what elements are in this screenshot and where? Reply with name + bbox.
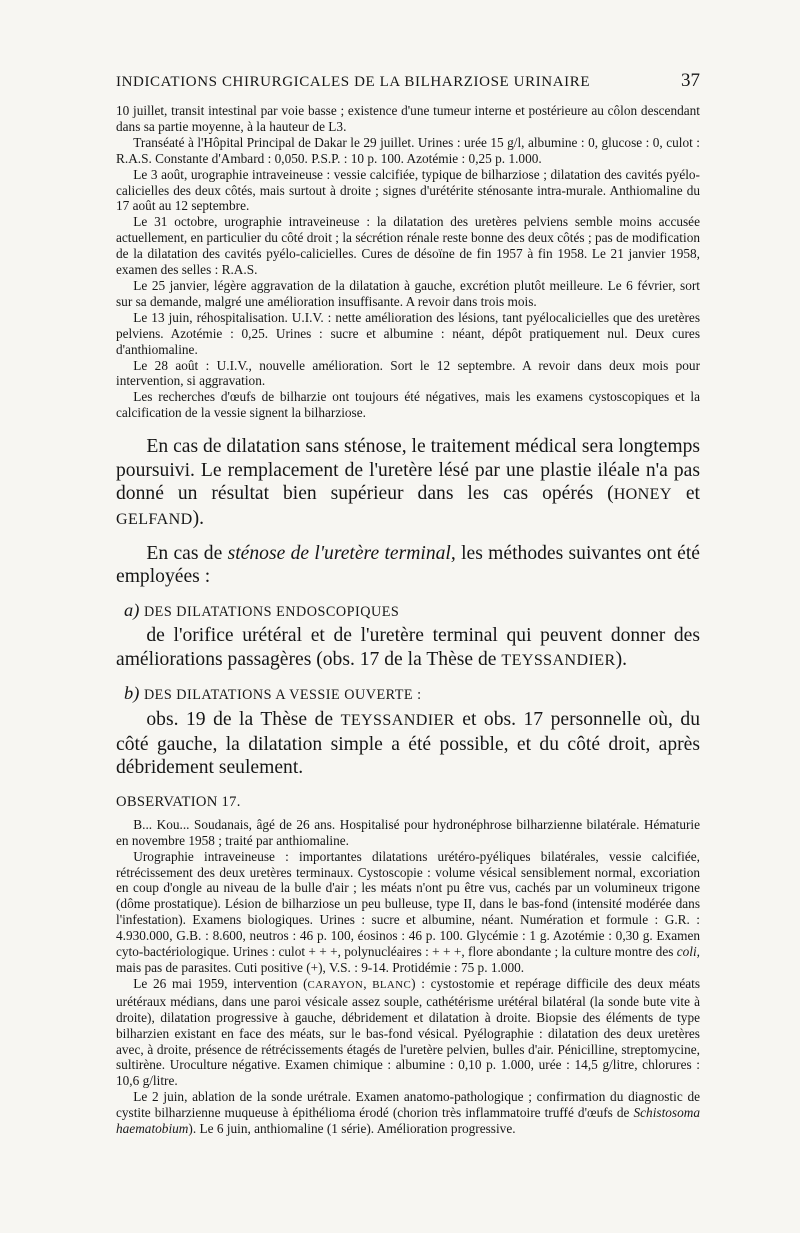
case-paragraph: Les recherches d'œufs de bilharzie ont toujours été négatives, mais les examens cystoscopiques et la calcification de la vessie signent la bilharziose. — [116, 389, 700, 421]
observation-paragraph: B... Kou... Soudanais, âgé de 26 ans. Hospitalisé pour hydronéphrose bilharzienne bilatérale. Hématurie en novembre 1958 ; traité par anthiomaline. — [116, 816, 700, 848]
text-run: , — [363, 975, 373, 991]
case-paragraph: Le 13 juin, réhospitalisation. U.I.V. : nette amélioration des lésions, tant pyélocalicielles que des uretères pelviens. Azotémie : 0,25. Urines : sucre et albumine : néant, dépôt pratiquement nul. Deux cures d'anthiomaline. — [116, 309, 700, 357]
italic-term: sténose de l'uretère terminal, — [227, 542, 456, 564]
author-name: HONEY — [613, 486, 672, 504]
italic-term: coli, — [676, 944, 700, 960]
observation-paragraph — [116, 1089, 700, 1137]
text-run: Le 26 mai 1959, intervention ( — [133, 975, 308, 991]
main-paragraph-dilatation — [116, 435, 700, 531]
author-name: TEYSSANDIER — [340, 712, 455, 730]
case-paragraph: Le 25 janvier, légère aggravation de la dilatation à gauche, excrétion plutôt meilleure. Le 6 février, sort sur sa demande, malgré une amélioration insuffisante. A revoir dans trois mois. — [116, 277, 700, 309]
case-paragraph: 10 juillet, transit intestinal par voie basse ; existence d'une tumeur interne et postérieure au côlon descendant dans sa partie moyenne, à la hauteur de L3. — [116, 103, 700, 134]
section-b-text — [116, 708, 700, 780]
text-run: de l'orifice urétéral et de l'uretère terminal qui peuvent donner des améliorations passagères (obs. 17 de la Thèse de — [116, 625, 700, 670]
observation-title: OBSERVATION 17. — [116, 793, 241, 810]
running-header — [116, 70, 700, 92]
text-run: Le 2 juin, ablation de la sonde urétrale. Examen anatomo-pathologique ; confirmation du diagnostic de cystite bilharzienne muqueuse à épithélioma érodé (chorion très inflammatoire truffé d'œufs de — [116, 1089, 700, 1121]
text-run: En cas de — [146, 542, 228, 564]
text-run: les méthodes suivantes ont été employées : — [116, 542, 700, 588]
section-a-heading — [116, 599, 700, 625]
case-paragraph: Le 3 août, urographie intraveineuse : vessie calcifiée, typique de bilharziose ; dilatation des cavités pyélo-calicielles des deux côtés, mais surtout à droite ; signes d'urétérite sténosante intra-murale. Anthiomaline du 17 août au 12 septembre. — [116, 166, 700, 214]
section-b-heading — [116, 682, 700, 708]
text-run: Urographie intraveineuse : importantes dilatations urétéro-pyéliques bilatérales, vessie calcifiée, rétrécissement des deux uretères terminaux. Cystoscopie : volume vésical sensiblement normal, excoriation en coup d'ongle au niveau de la bulle d'air ; les méats n'ont pu être vus, cachés par un volumineux trigone (dôme prostatique). Lésion de bilharziose un peu bulleuse, type II, dans le bas-fond (intensité modérée dans l'infestation). Examens biologiques. Urines : sucre et albumine, néant. Numération et formule : G.R. : 4.930.000, G.B. : 8.600, neutros : 46 p. 100, éosinos : 46 p. 100. Glycémie : 1 g. Azotémie : 0,30 g. Examen cyto-bactériologique. Urines : culot + + +, polynucléaires : + + +, flore abondante ; la culture montre des — [116, 848, 700, 960]
text-run: et — [671, 483, 700, 505]
text-run: obs. 19 de la Thèse de — [146, 709, 341, 731]
text-run: ). — [192, 507, 205, 529]
section-a-text — [116, 624, 700, 672]
text-run: ) : cystostomie et repérage difficile des deux méats urétéraux médians, dans une paroi vésicale assez souple, cathétérisme urétéral bilatéral (la sonde bute vite à droite), dilatation progressive à gauche, débridement et dilatation à droite. Biopsie des éléments de type bilharzien existant en face des méats, sur le bas-fond vésical. Pyélographie : dilatation des deux uretères avec, à droite, présence de rétrécissements étagés de l'uretère pelvien, bulles d'air. Pénicilline, streptomycine, sultirène. Uroculture négative. Examen chimique : albumine : 0,10 p. 1.000, urée : 14,5 g/litre, chlorures : 10,6 g/litre. — [116, 975, 701, 1089]
running-title: INDICATIONS CHIRURGICALES DE LA BILHARZIOSE URINAIRE — [116, 74, 591, 90]
page-number: 37 — [681, 70, 700, 91]
author-name: TEYSSANDIER — [501, 651, 616, 669]
text-run: ). — [615, 648, 628, 670]
text-run: et obs. 17 personnelle où, du côté gauche, la dilatation simple a été possible, et du côté droit, après débridement seulement. — [116, 709, 700, 779]
section-letter: a) — [124, 599, 140, 620]
observation-body — [116, 817, 700, 1137]
observation-paragraph — [116, 849, 700, 976]
italic-term: Schistosoma haematobium — [116, 1105, 700, 1137]
section-letter: b) — [124, 683, 140, 704]
section-heading-text: DES DILATATIONS ENDOSCOPIQUES — [143, 603, 400, 620]
case-paragraph: Transéaté à l'Hôpital Principal de Dakar le 29 juillet. Urines : urée 15 g/l, albumine : 0, glucose : 0, culot : R.A.S. Constante d'Ambard : 0,050. P.S.P. : 10 p. 100. Azotémie : 0,25 p. 1.000. — [116, 134, 700, 166]
text-run: ). Le 6 juin, anthiomaline (1 série). Amélioration progressive. — [188, 1121, 516, 1137]
author-name: GELFAND — [116, 510, 193, 528]
case-paragraph: Le 28 août : U.I.V., nouvelle amélioration. Sort le 12 septembre. A revoir dans deux mois pour intervention, si aggravation. — [116, 357, 700, 389]
text-run: En cas de dilatation sans sténose, le traitement médical sera longtemps poursuivi. Le remplacement de l'uretère lésé par une plastie iléale n'a pas donné un résultat bien supérieur dans les cas opérés ( — [116, 436, 700, 505]
text-run: mais pas de parasites. Cuti positive (+), V.S. : 9-14. Protidémie : 75 p. 1.000. — [116, 960, 525, 975]
observation-paragraph — [116, 976, 700, 1089]
author-name: BLANC — [372, 978, 412, 991]
author-name: CARAYON — [307, 978, 364, 991]
case-paragraph: Le 31 octobre, urographie intraveineuse : la dilatation des uretères pelviens semble moins accusée actuellement, en particulier du côté droit ; la sécrétion rénale reste bonne des deux côtés ; pas de modification de la dilatation des cavités pyélo-calicielles. Cures de désoïne de fin 1957 à fin 1958. Le 21 janvier 1958, examen des selles : R.A.S. — [116, 214, 700, 278]
page-body — [116, 103, 700, 1137]
section-heading-text: DES DILATATIONS A VESSIE OUVERTE : — [143, 687, 422, 704]
case-history — [116, 103, 700, 421]
main-paragraph-stenose — [116, 542, 700, 589]
